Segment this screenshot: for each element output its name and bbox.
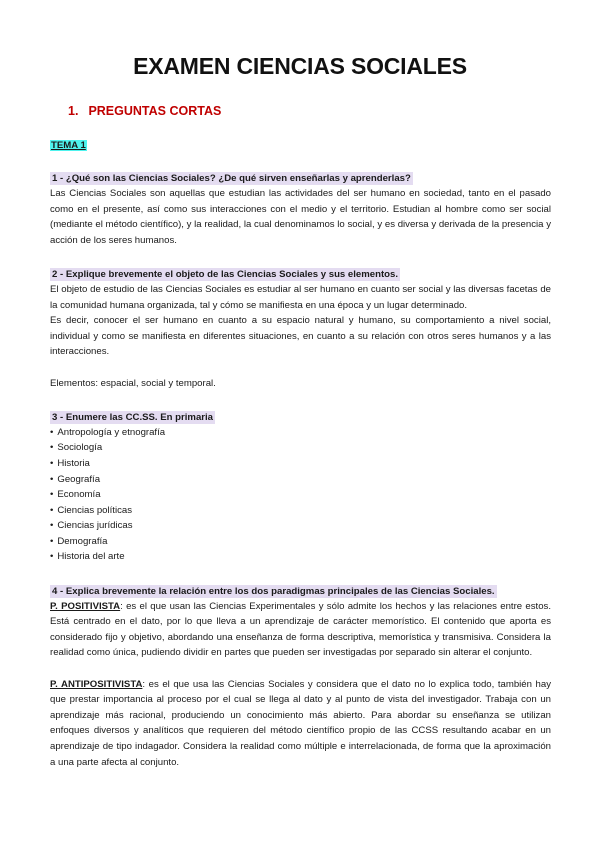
antipositivista-label: P. ANTIPOSITIVISTA: [50, 678, 143, 690]
list-item: • Demografía: [50, 534, 551, 550]
positivista-label: P. POSITIVISTA: [50, 600, 121, 612]
list-item: • Historia del arte: [50, 549, 551, 565]
question-1-title: 1 - ¿Qué son las Ciencias Sociales? ¿De qué sirven enseñarlas y aprenderlas?: [52, 173, 411, 184]
question-3: [50, 407, 551, 565]
list-item: • Geografía: [50, 472, 551, 488]
question-2-paragraph-1: El objeto de estudio de las Ciencias Sociales es estudiar al ser humano en cuanto ser social y las diversas facetas de la comunidad humana organizada, tal y cómo se manifiesta en una época y un lugar determinado.: [50, 283, 551, 311]
section-heading: [68, 104, 221, 118]
list-item: • Sociología: [50, 440, 551, 456]
question-2-elements: Elementos: espacial, social y temporal.: [50, 377, 216, 389]
question-1-answer: Las Ciencias Sociales son aquellas que estudian las actividades del ser humano en sociedad, tanto en el pasado como en el presente, así como sus interacciones con el medio y el territorio. Estudian al hombre como ser social (mediante el método científico), y la realidad, la cual denominamos lo social, y es diversa y derivada de la presencia y acción de los seres humanos.: [50, 188, 551, 246]
question-2-paragraph-2: Es decir, conocer el ser humano en cuanto a su espacio natural y humano, su comportamiento a nivel social, individual y como se manifiesta en diferentes situaciones, en cuanto a su relación con otros seres humanos y a las interacciones.: [50, 315, 551, 358]
question-2-title: 2 - Explique brevemente el objeto de las Ciencias Sociales y sus elementos.: [52, 268, 399, 280]
antipositivista-text: : es el que usa las Ciencias Sociales y considera que el dato no lo explica todo, también hay que prestar importancia al proceso por el cual se llega al dato y al punto de vista del investigador. Trabaja con un aprendizaje más racional, produciendo un conocimiento más abierto. Para abordar su enseñanza se utilizan enfoques diversos y analíticos que requieren del método científico propio de las CCSS resultando acabar en un aprendizaje de tipo indagador. Considera la realidad como múltiple e interrelacionada, de forma que la aproximación a una parte afecta al conjunto.: [50, 678, 551, 768]
tema-heading: TEMA 1: [51, 140, 86, 151]
document-body: [50, 135, 551, 770]
social-sciences-list: [50, 425, 551, 565]
page-title: EXAMEN CIENCIAS SOCIALES: [133, 53, 467, 79]
question-2: [50, 264, 551, 391]
question-4: [50, 581, 551, 771]
question-4-title: 4 - Explica brevemente la relación entre los dos paradigmas principales de las Ciencias Sociales.: [52, 585, 495, 597]
section-number: 1.: [68, 104, 79, 118]
list-item: • Ciencias políticas: [50, 503, 551, 519]
question-3-title: 3 - Enumere las CC.SS. En primaria: [52, 411, 214, 423]
list-item: • Economía: [50, 487, 551, 503]
positivista-text: : es el que usan las Ciencias Experimentales y sólo admite los hechos y las relaciones entre estos. Está centrado en el dato, por lo que lleva a un aprendizaje de carácter memorístico. El contenido que aporta es considerado fijo y objetivo, abordando una enseñanza de forma descriptiva, memorística y transmisiva. Considera la realidad como única, pudiendo dividir en partes que pueden ser investigadas por separado sin alterar el conjunto.: [50, 600, 552, 659]
antipositivista-paragraph: [50, 677, 551, 771]
list-item: • Historia: [50, 456, 551, 472]
question-1: [50, 168, 551, 248]
positivista-paragraph: [50, 599, 551, 661]
list-item: • Ciencias jurídicas: [50, 518, 551, 534]
section-label: PREGUNTAS CORTAS: [88, 104, 222, 118]
list-item: • Antropología y etnografía: [50, 425, 551, 441]
